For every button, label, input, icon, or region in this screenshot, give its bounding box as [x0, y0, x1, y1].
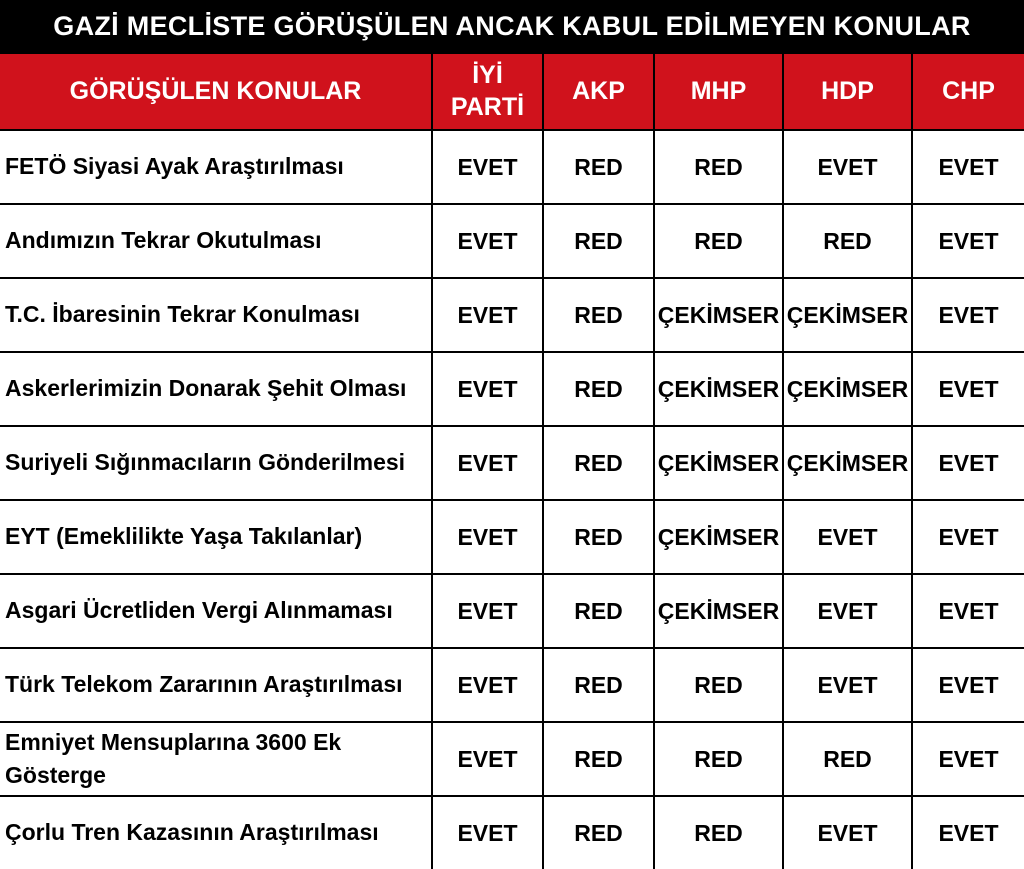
vote-cell-akp: RED	[543, 278, 654, 352]
vote-cell-hdp: ÇEKİMSER	[783, 278, 912, 352]
topic-cell: FETÖ Siyasi Ayak Araştırılması	[0, 130, 432, 204]
topic-cell: Asgari Ücretliden Vergi Alınmaması	[0, 574, 432, 648]
topic-cell: Türk Telekom Zararının Araştırılması	[0, 648, 432, 722]
vote-cell-akp: RED	[543, 352, 654, 426]
vote-cell-akp: RED	[543, 500, 654, 574]
vote-cell-chp: EVET	[912, 352, 1024, 426]
vote-cell-iyi: EVET	[432, 722, 543, 796]
vote-cell-mhp: ÇEKİMSER	[654, 426, 783, 500]
header-akp: AKP	[543, 53, 654, 130]
vote-cell-mhp: RED	[654, 204, 783, 278]
header-iyi-parti	[432, 53, 543, 130]
vote-cell-akp: RED	[543, 130, 654, 204]
table-row	[0, 574, 1024, 648]
vote-cell-akp: RED	[543, 574, 654, 648]
vote-cell-chp: EVET	[912, 426, 1024, 500]
vote-cell-akp: RED	[543, 796, 654, 869]
vote-cell-mhp: RED	[654, 130, 783, 204]
topic-cell: T.C. İbaresinin Tekrar Konulması	[0, 278, 432, 352]
vote-cell-iyi: EVET	[432, 648, 543, 722]
page-title: GAZİ MECLİSTE GÖRÜŞÜLEN ANCAK KABUL EDİLMEYEN KONULAR	[0, 0, 1024, 52]
table-row	[0, 500, 1024, 574]
vote-cell-iyi: EVET	[432, 278, 543, 352]
table-row	[0, 278, 1024, 352]
table-row	[0, 204, 1024, 278]
vote-cell-akp: RED	[543, 426, 654, 500]
table-row	[0, 648, 1024, 722]
votes-table	[0, 52, 1024, 869]
header-iyi-line2: PARTİ	[450, 92, 525, 121]
header-mhp: MHP	[654, 53, 783, 130]
vote-cell-mhp: RED	[654, 648, 783, 722]
header-topic: GÖRÜŞÜLEN KONULAR	[0, 53, 432, 130]
vote-cell-hdp: EVET	[783, 500, 912, 574]
vote-cell-chp: EVET	[912, 648, 1024, 722]
header-row	[0, 53, 1024, 130]
vote-cell-chp: EVET	[912, 722, 1024, 796]
vote-cell-chp: EVET	[912, 500, 1024, 574]
vote-cell-mhp: ÇEKİMSER	[654, 500, 783, 574]
header-iyi-line1: İYİ	[472, 61, 503, 90]
vote-cell-mhp: RED	[654, 722, 783, 796]
vote-cell-mhp: RED	[654, 796, 783, 869]
vote-cell-iyi: EVET	[432, 796, 543, 869]
vote-cell-iyi: EVET	[432, 574, 543, 648]
vote-cell-iyi: EVET	[432, 500, 543, 574]
topic-cell: EYT (Emeklilikte Yaşa Takılanlar)	[0, 500, 432, 574]
vote-cell-hdp: EVET	[783, 796, 912, 869]
vote-cell-iyi: EVET	[432, 352, 543, 426]
vote-cell-mhp: ÇEKİMSER	[654, 352, 783, 426]
vote-cell-akp: RED	[543, 722, 654, 796]
topic-cell: Andımızın Tekrar Okutulması	[0, 204, 432, 278]
vote-cell-iyi: EVET	[432, 426, 543, 500]
topic-cell: Emniyet Mensuplarına 3600 Ek Gösterge	[0, 722, 432, 796]
header-chp: CHP	[912, 53, 1024, 130]
vote-cell-hdp: RED	[783, 204, 912, 278]
table-row	[0, 130, 1024, 204]
header-hdp: HDP	[783, 53, 912, 130]
vote-cell-chp: EVET	[912, 204, 1024, 278]
table-row	[0, 722, 1024, 796]
vote-cell-hdp: ÇEKİMSER	[783, 352, 912, 426]
vote-cell-chp: EVET	[912, 574, 1024, 648]
vote-cell-hdp: RED	[783, 722, 912, 796]
vote-cell-akp: RED	[543, 204, 654, 278]
vote-cell-chp: EVET	[912, 278, 1024, 352]
topic-cell: Suriyeli Sığınmacıların Gönderilmesi	[0, 426, 432, 500]
vote-cell-iyi: EVET	[432, 204, 543, 278]
vote-cell-hdp: EVET	[783, 648, 912, 722]
vote-cell-hdp: EVET	[783, 574, 912, 648]
vote-cell-mhp: ÇEKİMSER	[654, 574, 783, 648]
table-row	[0, 796, 1024, 869]
vote-cell-chp: EVET	[912, 130, 1024, 204]
vote-cell-hdp: EVET	[783, 130, 912, 204]
table-row	[0, 352, 1024, 426]
vote-cell-akp: RED	[543, 648, 654, 722]
table-row	[0, 426, 1024, 500]
vote-cell-iyi: EVET	[432, 130, 543, 204]
vote-cell-hdp: ÇEKİMSER	[783, 426, 912, 500]
topic-cell: Çorlu Tren Kazasının Araştırılması	[0, 796, 432, 869]
vote-cell-mhp: ÇEKİMSER	[654, 278, 783, 352]
vote-cell-chp: EVET	[912, 796, 1024, 869]
topic-cell: Askerlerimizin Donarak Şehit Olması	[0, 352, 432, 426]
